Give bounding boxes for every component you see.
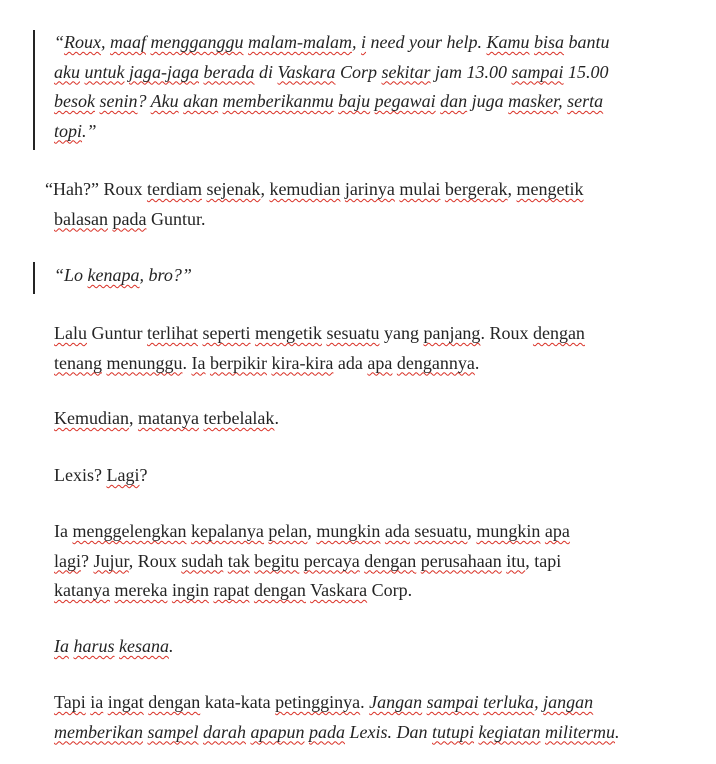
text-run: .” [82, 120, 97, 141]
text-run: Corp. [367, 580, 413, 600]
spellcheck-word: panjang [423, 323, 481, 343]
spellcheck-word: untuk [84, 61, 125, 82]
spellcheck-word: bisa [534, 32, 565, 52]
spellcheck-word: menggelengkan [72, 521, 187, 541]
text-run: . Roux [480, 323, 533, 343]
spellcheck-word: jaga-jaga [129, 61, 199, 82]
spellcheck-word: matanya [137, 408, 199, 428]
spellcheck-word: dengan [532, 323, 585, 343]
spellcheck-word: mereka [114, 580, 168, 600]
spellcheck-word: jangan [543, 692, 594, 712]
spellcheck-word: ingin [171, 580, 209, 600]
spellcheck-word: senin [99, 91, 138, 111]
text-run: , [507, 179, 517, 199]
quote-bar-2 [33, 262, 35, 294]
spellcheck-word: topi [54, 120, 83, 141]
text-run: 15.00 [563, 61, 609, 82]
spellcheck-word: mengetik [254, 323, 322, 343]
spellcheck-word: bergerak [444, 179, 508, 199]
spellcheck-word: dan [440, 91, 468, 111]
paragraph-hah[interactable] [45, 175, 694, 234]
spellcheck-word: ada [384, 521, 410, 541]
spellcheck-word: aku [54, 61, 80, 82]
spellcheck-word: sesuatu [326, 323, 380, 343]
text-run: ? [139, 465, 148, 485]
paragraph-quote-message[interactable] [54, 28, 694, 146]
spellcheck-word: jarinya [344, 179, 395, 199]
spellcheck-word: terdiam [146, 179, 202, 199]
paragraph-matanya[interactable] [54, 404, 694, 434]
text-run: . [474, 352, 480, 373]
text-run: , [534, 692, 544, 712]
spellcheck-word: serta [567, 91, 604, 111]
spellcheck-word: Kamu [486, 32, 530, 52]
text-run: , tapi [525, 550, 562, 571]
text-run: yang [379, 323, 424, 343]
spellcheck-word: Lalu [54, 323, 87, 343]
paragraph-guntur-typing[interactable] [54, 319, 694, 378]
paragraph-harus-kesana[interactable] [54, 632, 694, 662]
text-run: , bro?” [139, 265, 192, 285]
spellcheck-word: Tapi [54, 692, 86, 712]
text-run: ? [137, 91, 151, 111]
paragraph-lexis[interactable] [54, 461, 694, 491]
text-run: “ [54, 32, 65, 52]
text-run: Corp [335, 61, 382, 82]
spellcheck-word: sampai [426, 692, 479, 712]
spellcheck-word: besok [54, 91, 95, 111]
spellcheck-word: apa [367, 352, 393, 373]
spellcheck-word: Vaskara [277, 61, 336, 82]
spellcheck-word: sampel [147, 721, 199, 742]
text-run: , [558, 91, 568, 111]
spellcheck-word: tak [227, 550, 250, 571]
spellcheck-word: kemudian [269, 179, 341, 199]
spellcheck-word: terbelalak [203, 408, 275, 428]
spellcheck-word: masker [508, 91, 559, 111]
text-run: , [307, 521, 317, 541]
quote-bar-1 [33, 30, 35, 150]
spellcheck-word: Roux [64, 32, 101, 52]
spellcheck-word: kepalanya [190, 521, 264, 541]
spellcheck-word: sampai [511, 61, 564, 82]
spellcheck-word: kira-kira [271, 352, 334, 373]
spellcheck-word: lagi [54, 550, 81, 571]
spellcheck-word: terlihat [147, 323, 198, 343]
spellcheck-word: maaf [110, 32, 146, 52]
spellcheck-word: tutupi [432, 721, 475, 742]
text-run: , Roux [128, 550, 182, 571]
text-run: , [101, 32, 110, 52]
spellcheck-word: petingginya [275, 692, 361, 712]
spellcheck-word: sesuatu [414, 521, 468, 541]
text-run: , [128, 408, 138, 428]
spellcheck-word: ingat [107, 692, 144, 712]
spellcheck-word: rapat [213, 580, 250, 600]
spellcheck-word: mengetik [516, 179, 584, 199]
spellcheck-word: balasan [54, 208, 108, 229]
text-run: Ia [54, 521, 73, 541]
spellcheck-word: malam-malam [248, 32, 352, 52]
text-run: di [254, 61, 278, 82]
spellcheck-word: Jujur [93, 550, 129, 571]
spellcheck-word: pelan [268, 521, 308, 541]
spellcheck-word: sudah [181, 550, 224, 571]
spellcheck-word: dengan [364, 550, 417, 571]
text-run: . [169, 636, 174, 656]
spellcheck-word: terluka [483, 692, 535, 712]
spellcheck-word: katanya [54, 580, 110, 600]
spellcheck-word: apa [544, 521, 570, 541]
text-run: . [615, 721, 620, 742]
spellcheck-word: baju [338, 91, 371, 111]
spellcheck-word: begitu [254, 550, 300, 571]
spellcheck-word: dengan [148, 692, 201, 712]
text-run: . [182, 352, 192, 373]
spellcheck-word: menunggu [106, 352, 183, 373]
text-run: Lexis. Dan [345, 721, 432, 742]
spellcheck-word: i [361, 32, 367, 52]
spellcheck-word: tenang [54, 352, 102, 373]
spellcheck-word: kenapa [87, 265, 140, 285]
spellcheck-word: ia [90, 692, 104, 712]
spellcheck-word: Aku [150, 91, 179, 111]
spellcheck-word: akan [183, 91, 219, 111]
spellcheck-word: sejenak [206, 179, 261, 199]
spellcheck-word: memberikanmu [222, 91, 334, 111]
paragraph-petingginya[interactable] [54, 688, 694, 747]
spellcheck-word: memberikan [54, 721, 143, 742]
spellcheck-word: pegawai [374, 91, 436, 111]
spellcheck-word: kesana [119, 636, 169, 656]
spellcheck-word: Ia [54, 636, 69, 656]
spellcheck-word: kegiatan [478, 721, 541, 742]
spellcheck-word: pada [309, 721, 345, 742]
text-run: , [467, 521, 477, 541]
text-run: “Lo [54, 265, 88, 285]
spellcheck-word: itu [506, 550, 526, 571]
spellcheck-word: dengannya [396, 352, 475, 373]
text-run: ada [333, 352, 368, 373]
text-run: “Hah?” Roux [45, 179, 147, 199]
spellcheck-word: mengganggu [150, 32, 244, 52]
spellcheck-word: pada [112, 208, 147, 229]
spellcheck-word: mungkin [476, 521, 541, 541]
spellcheck-word: perusahaan [420, 550, 502, 571]
spellcheck-word: Ia [191, 352, 206, 373]
text-run: Guntur. [146, 208, 206, 229]
text-run: need your help. [366, 32, 487, 52]
text-run: juga [467, 91, 509, 111]
paragraph-menggelengkan[interactable] [54, 517, 694, 606]
text-run: kata-kata [200, 692, 276, 712]
spellcheck-word: mungkin [316, 521, 381, 541]
spellcheck-word: sekitar [381, 61, 431, 82]
spellcheck-word: Jangan [369, 692, 423, 712]
spellcheck-word: Lagi [106, 465, 140, 485]
paragraph-quote-reply[interactable] [54, 261, 694, 291]
spellcheck-word: berada [203, 61, 255, 82]
text-run: ? [81, 550, 94, 571]
spellcheck-word: darah [202, 721, 246, 742]
spellcheck-word: harus [73, 636, 115, 656]
text-run: . [360, 692, 370, 712]
spellcheck-word: mulai [399, 179, 441, 199]
text-run: . [274, 408, 279, 428]
spellcheck-word: seperti [202, 323, 251, 343]
text-run: bantu [564, 32, 610, 52]
spellcheck-word: apapun [250, 721, 305, 742]
spellcheck-word: militermu [545, 721, 615, 742]
text-run: jam 13.00 [430, 61, 512, 82]
spellcheck-word: berpikir [209, 352, 267, 373]
spellcheck-word: Kemudian [54, 408, 129, 428]
spellcheck-word: dengan [253, 580, 306, 600]
spellcheck-word: Vaskara [310, 580, 368, 600]
spellcheck-word: percaya [303, 550, 360, 571]
text-run: , [352, 32, 361, 52]
text-run: Guntur [87, 323, 147, 343]
text-run: , [260, 179, 270, 199]
text-run: Lexis? [54, 465, 107, 485]
